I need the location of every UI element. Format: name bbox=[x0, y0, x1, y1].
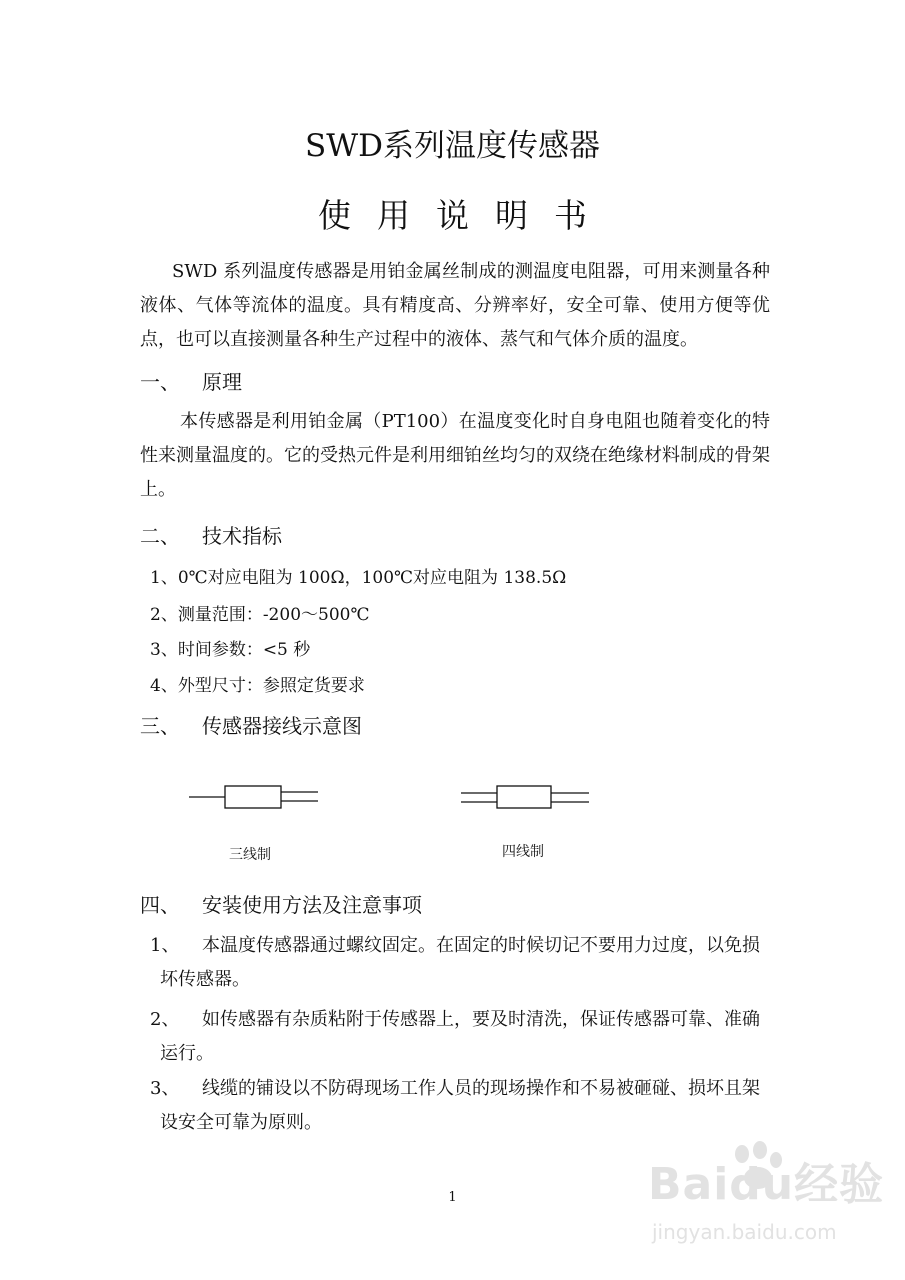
section-number: 二、 bbox=[140, 524, 180, 548]
document-subtitle: 使用说明书 bbox=[318, 196, 613, 235]
intro-paragraph: SWD 系列温度传感器是用铂金属丝制成的测温度电阻器，可用来测量各种液体、气体等流体的温度。具有精度高、分辨率好，安全可靠、使用方便等优点，也可以直接测量各种生产过程中的液体、蒸气和气体介质的温度。 bbox=[140, 261, 770, 350]
note-text: 线缆的铺设以不防碍现场工作人员的现场操作和不易被砸碰、损坏且架 bbox=[202, 1078, 760, 1099]
section-number: 一、 bbox=[140, 370, 180, 394]
three-wire-label: 三线制 bbox=[229, 847, 271, 863]
note-text: 本温度传感器通过螺纹固定。在固定的时候切记不要用力过度，以免损 bbox=[202, 935, 760, 956]
note-text: 如传感器有杂质粘附于传感器上，要及时清洗，保证传感器可靠、准确 bbox=[202, 1009, 760, 1030]
note-number: 2、 bbox=[150, 1009, 180, 1030]
section-heading-install bbox=[140, 890, 422, 920]
note-text-continued: 坏传感器。 bbox=[160, 969, 250, 990]
section-title: 原理 bbox=[202, 370, 242, 394]
document-title: SWD系列温度传感器 bbox=[305, 128, 600, 164]
spec-item: 2、测量范围：-200～500℃ bbox=[150, 605, 370, 625]
watermark-brand: Baidu经验 bbox=[648, 1159, 885, 1210]
section-number: 三、 bbox=[140, 714, 180, 738]
note-text-continued: 设安全可靠为原则。 bbox=[160, 1112, 322, 1133]
page-number: 1 bbox=[448, 1190, 457, 1205]
sensor-element bbox=[225, 786, 281, 808]
spec-item: 4、外型尺寸：参照定货要求 bbox=[150, 676, 365, 696]
note-number: 1、 bbox=[150, 935, 180, 956]
note-text-continued: 运行。 bbox=[160, 1043, 214, 1064]
section-number: 四、 bbox=[140, 893, 180, 917]
section-title: 安装使用方法及注意事项 bbox=[202, 893, 422, 917]
four-wire-diagram bbox=[461, 786, 589, 808]
spec-item: 3、时间参数：<5 秒 bbox=[150, 640, 311, 660]
section-title: 传感器接线示意图 bbox=[202, 714, 362, 738]
four-wire-label: 四线制 bbox=[502, 844, 544, 860]
watermark-url: jingyan.baidu.com bbox=[652, 1220, 837, 1244]
sensor-element bbox=[497, 786, 551, 808]
spec-item: 1、0℃对应电阻为 100Ω，100℃对应电阻为 138.5Ω bbox=[150, 568, 567, 588]
note-number: 3、 bbox=[150, 1078, 180, 1099]
baidu-watermark bbox=[640, 1140, 890, 1270]
three-wire-diagram bbox=[189, 786, 318, 808]
principle-paragraph: 本传感器是利用铂金属（PT100）在温度变化时自身电阻也随着变化的特性来测量温度的。它的受热元件是利用细铂丝均匀的双绕在绝缘材料制成的骨架上。 bbox=[140, 411, 770, 500]
section-title: 技术指标 bbox=[202, 524, 282, 548]
